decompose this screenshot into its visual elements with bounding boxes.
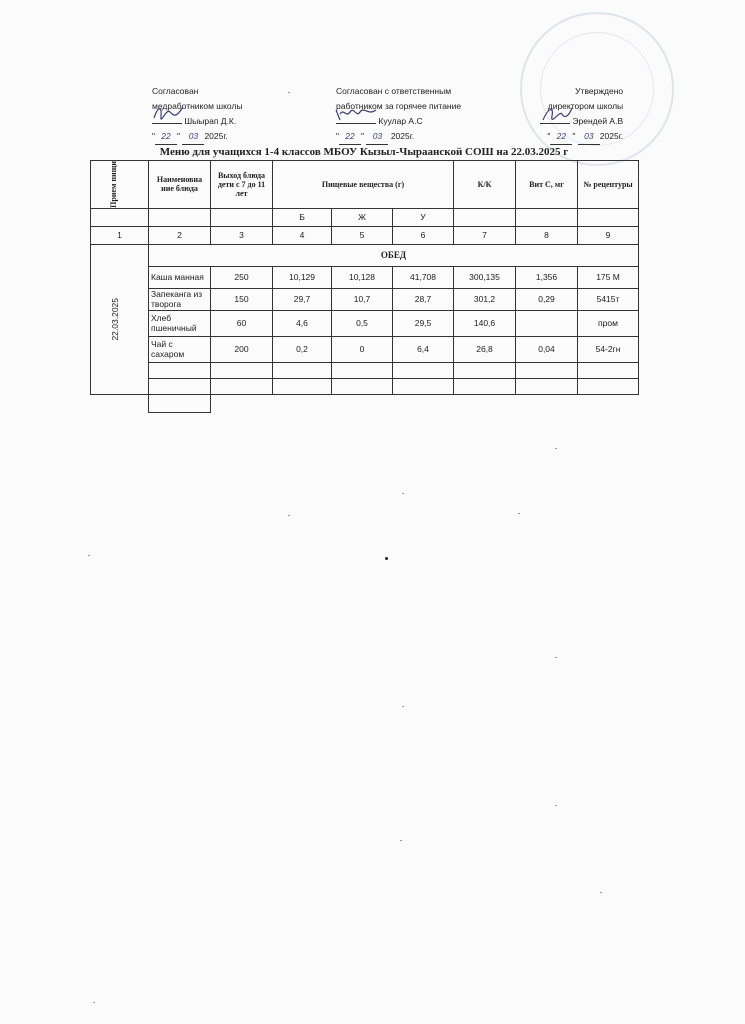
empty-row [91, 362, 639, 378]
table-header-row [91, 161, 639, 209]
subheader-b: Б [273, 208, 332, 226]
dish-kcal: 140,6 [454, 310, 516, 336]
scan-speck [555, 805, 557, 806]
scan-speck [385, 557, 388, 560]
header-output: Выход блюда дети с 7 до 11 лет [211, 161, 273, 209]
signature-director [540, 104, 574, 127]
date-cell: 22.03.2025 [91, 244, 149, 394]
approval-middle-line2: работником за горячее питание [336, 101, 462, 111]
scan-speck [402, 493, 404, 494]
table-row [91, 336, 639, 362]
dish-vitc: 0,29 [516, 288, 578, 310]
table-number-row [91, 226, 639, 244]
table-row [91, 266, 639, 288]
approval-middle-date: " 22 " 03 2025г. [336, 129, 461, 144]
dish-protein: 29,7 [273, 288, 332, 310]
dish-name: Хлеб пшеничный [149, 310, 211, 336]
subheader-zh: Ж [332, 208, 393, 226]
column-number: 1 [91, 226, 149, 244]
dish-output: 250 [211, 266, 273, 288]
header-nutrients: Пищевые вещества (г) [273, 161, 454, 209]
approval-right-line1: Утверждено [575, 86, 624, 96]
scan-speck [555, 657, 557, 658]
dish-carbs: 29,5 [393, 310, 454, 336]
column-number: 6 [393, 226, 454, 244]
dish-name: Запеканга из творога [149, 288, 211, 310]
trailing-row [91, 394, 639, 412]
header-dish: Наименовна ние блюда [149, 161, 211, 209]
dish-fat: 0 [332, 336, 393, 362]
signature-food-manager [334, 104, 378, 127]
approval-section [0, 84, 745, 144]
dish-protein: 10,129 [273, 266, 332, 288]
column-number: 4 [273, 226, 332, 244]
dish-vitc: 1,356 [516, 266, 578, 288]
dish-protein: 4,6 [273, 310, 332, 336]
table-row [91, 288, 639, 310]
approval-right-line2: директором школы [547, 101, 624, 111]
approval-right-name: Эрендей А.В [572, 116, 624, 126]
dish-kcal: 26,8 [454, 336, 516, 362]
table-row [91, 310, 639, 336]
dish-carbs: 41,708 [393, 266, 454, 288]
approval-right-date: " 22 " 03 2025г. [540, 129, 623, 144]
dish-name: Чай с сахаром [149, 336, 211, 362]
section-title: ОБЕД [149, 244, 639, 266]
column-number: 5 [332, 226, 393, 244]
column-number: 2 [149, 226, 211, 244]
scan-speck [518, 513, 520, 514]
dish-recipe: 54-2гн [578, 336, 639, 362]
dish-vitc [516, 310, 578, 336]
empty-row [91, 378, 639, 394]
dish-protein: 0,2 [273, 336, 332, 362]
dish-kcal: 301,2 [454, 288, 516, 310]
table-subheader-row [91, 208, 639, 226]
approval-middle-line1: Согласован с ответственным [336, 86, 452, 96]
section-row [91, 244, 639, 266]
approval-left-line2: медработником школы [152, 101, 243, 111]
document-title: Меню для учащихся 1-4 классов МБОУ Кызыл-Чыраанской СОШ на 22.03.2025 г [159, 146, 569, 158]
dish-vitc: 0,04 [516, 336, 578, 362]
header-kcal: К/К [454, 161, 516, 209]
column-number: 8 [516, 226, 578, 244]
dish-output: 150 [211, 288, 273, 310]
scan-speck [93, 1002, 95, 1003]
dish-kcal: 300,135 [454, 266, 516, 288]
column-number: 9 [578, 226, 639, 244]
dish-fat: 10,7 [332, 288, 393, 310]
scan-speck [402, 706, 404, 707]
header-vitc: Вит С, мг [516, 161, 578, 209]
scan-speck [600, 892, 602, 893]
subheader-u: У [393, 208, 454, 226]
menu-table [90, 160, 639, 413]
scan-speck [288, 515, 290, 516]
dish-output: 200 [211, 336, 273, 362]
approval-middle-name: Куулар А.С [378, 116, 423, 126]
signature-medworker [152, 104, 186, 127]
dish-fat: 0,5 [332, 310, 393, 336]
scan-speck [400, 840, 402, 841]
column-number: 7 [454, 226, 516, 244]
approval-left-date: " 22 " 03 2025г. [152, 129, 243, 144]
dish-carbs: 28,7 [393, 288, 454, 310]
dish-recipe: 5415т [578, 288, 639, 310]
scan-speck [555, 448, 557, 449]
header-recipe: № рецептуры [578, 161, 639, 209]
header-meal: Прием пищи [91, 161, 149, 209]
dish-name: Каша манная [149, 266, 211, 288]
dish-output: 60 [211, 310, 273, 336]
dish-recipe: пром [578, 310, 639, 336]
trailing-cell [149, 394, 211, 412]
dish-fat: 10,128 [332, 266, 393, 288]
scan-speck [288, 92, 290, 93]
column-number: 3 [211, 226, 273, 244]
dish-carbs: 6,4 [393, 336, 454, 362]
approval-left-name: Шыырап Д.К. [184, 116, 237, 126]
dish-recipe: 175 М [578, 266, 639, 288]
approval-left-line1: Согласован [152, 86, 199, 96]
scan-speck [88, 555, 90, 556]
